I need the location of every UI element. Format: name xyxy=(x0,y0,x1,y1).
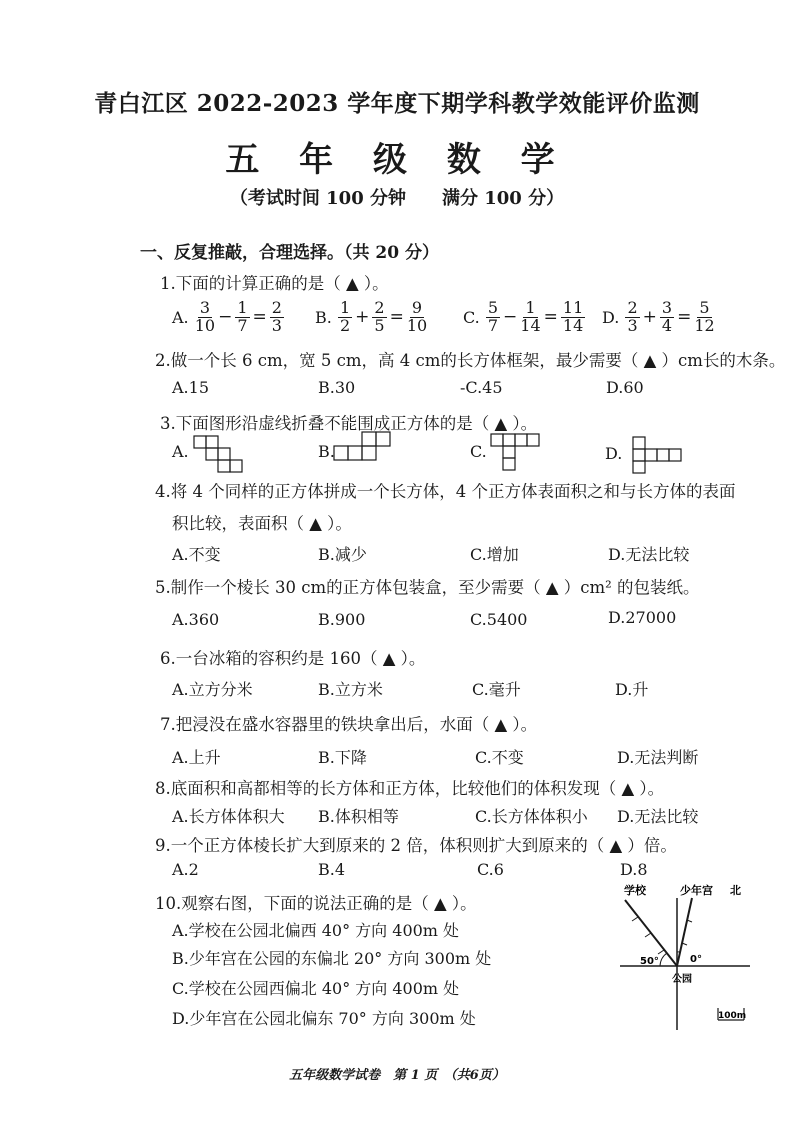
school-label: 学校 xyxy=(624,884,646,897)
subject-title: 五 年 级 数 学 xyxy=(225,140,569,180)
page-footer: 五年级数学试卷 第 1 页 （共6页） xyxy=(289,1068,505,1083)
question-2-option-a: A.15 xyxy=(172,378,209,397)
question-5-option-d: D.27000 xyxy=(608,608,677,627)
question-1-option-c: C. $\frac{5}{7}$ − $\frac{1}{14}$ = $\frac{11}{14}$ xyxy=(463,298,584,335)
section-title: 一、反复推敲，合理选择。（共 20 分） xyxy=(140,243,439,263)
exam-header-title: 青白江区 2022-2023 学年度下期学科教学效能评价监测 xyxy=(94,90,700,117)
cube-net-c-figure xyxy=(490,433,542,479)
exam-info: （考试时间 100 分钟 满分 100 分） xyxy=(229,188,565,209)
question-3-option-d-label: D. xyxy=(605,444,623,463)
question-9-option-a: A.2 xyxy=(172,860,199,879)
question-7-option-c: C.不变 xyxy=(475,748,524,767)
question-4-option-c: C.增加 xyxy=(470,545,519,564)
question-7-option-d: D.无法判断 xyxy=(617,748,699,767)
question-2-stem: 2.做一个长 6 cm，宽 5 cm，高 4 cm的长方体框架，最少需要（ ▲ ）cm长的木条。 xyxy=(155,351,786,370)
question-10-option-d: D.少年宫在公园北偏东 70° 方向 300m 处 xyxy=(172,1009,476,1028)
question-10-stem: 10.观察右图，下面的说法正确的是（ ▲ ）。 xyxy=(155,894,477,913)
question-1-option-d: D. $\frac{2}{3}$ + $\frac{3}{4}$ = $\frac{5}{12}$ xyxy=(602,298,715,335)
question-5-option-b: B.900 xyxy=(318,610,366,629)
youth-palace-label: 少年宫 xyxy=(680,884,713,897)
question-3-option-b-label: B. xyxy=(318,442,335,461)
question-6-option-a: A.立方分米 xyxy=(172,680,253,699)
question-10-option-c: C.学校在公园西偏北 40° 方向 400m 处 xyxy=(172,979,460,998)
question-4-option-a: A.不变 xyxy=(172,545,221,564)
question-4-option-b: B.减少 xyxy=(318,545,367,564)
angle-50-label: 50° xyxy=(640,956,659,967)
question-6-option-c: C.毫升 xyxy=(472,680,521,699)
question-1-stem: 1.下面的计算正确的是（ ▲ ）。 xyxy=(160,274,389,293)
question-8-option-d: D.无法比较 xyxy=(617,807,699,826)
question-7-option-b: B.下降 xyxy=(318,748,367,767)
question-2-option-b: B.30 xyxy=(318,378,356,397)
question-8-option-c: C.长方体体积小 xyxy=(475,807,588,826)
question-6-stem: 6.一台冰箱的容积约是 160（ ▲ ）。 xyxy=(160,649,426,668)
question-2-option-c: -C.45 xyxy=(460,378,503,397)
question-9-option-b: B.4 xyxy=(318,860,346,879)
question-3-option-c-label: C. xyxy=(470,442,487,461)
north-label: 北 xyxy=(730,884,741,897)
question-7-stem: 7.把浸没在盛水容器里的铁块拿出后，水面（ ▲ ）。 xyxy=(160,715,538,734)
question-4-stem-cont: 积比较，表面积（ ▲ ）。 xyxy=(172,514,352,533)
park-label: 公园 xyxy=(672,974,692,985)
question-4-option-d: D.无法比较 xyxy=(608,545,690,564)
question-3-stem: 3.下面图形沿虚线折叠不能围成正方体的是（ ▲ ）。 xyxy=(160,414,538,433)
question-6-option-b: B.立方米 xyxy=(318,680,383,699)
cube-net-b-figure xyxy=(333,431,391,471)
question-3-option-a-label: A. xyxy=(172,442,189,461)
question-5-stem: 5.制作一个棱长 30 cm的正方体包装盒，至少需要（ ▲ ）cm² 的包装纸。 xyxy=(155,578,700,597)
question-8-option-a: A.长方体体积大 xyxy=(172,807,285,826)
angle-0-label: 0° xyxy=(690,954,702,965)
question-8-option-b: B.体积相等 xyxy=(318,807,399,826)
question-9-stem: 9.一个正方体棱长扩大到原来的 2 倍，体积则扩大到原来的（ ▲ ）倍。 xyxy=(155,836,677,855)
question-7-option-a: A.上升 xyxy=(172,748,221,767)
question-6-option-d: D.升 xyxy=(615,680,649,699)
question-2-option-d: D.60 xyxy=(606,378,644,397)
direction-map-figure xyxy=(600,880,770,1040)
scale-label: 100m xyxy=(718,1011,747,1021)
question-10-option-a: A.学校在公园北偏西 40° 方向 400m 处 xyxy=(172,921,460,940)
question-10-option-b: B.少年宫在公园的东偏北 20° 方向 300m 处 xyxy=(172,949,492,968)
question-9-option-c: C.6 xyxy=(477,860,504,879)
question-4-stem: 4.将 4 个同样的正方体拼成一个长方体，4 个正方体表面积之和与长方体的表面 xyxy=(155,482,736,501)
cube-net-a-figure xyxy=(193,435,243,477)
question-5-option-a: A.360 xyxy=(172,610,220,629)
question-1-option-a: A. $\frac{3}{10}$ − $\frac{1}{7}$ = $\frac{2}{3}$ xyxy=(172,298,282,335)
question-9-option-d: D.8 xyxy=(620,860,648,879)
cube-net-d-figure xyxy=(632,436,686,478)
question-8-stem: 8.底面积和高都相等的长方体和正方体，比较他们的体积发现（ ▲ ）。 xyxy=(155,779,665,798)
question-1-option-b: B. $\frac{1}{2}$ + $\frac{2}{5}$ = $\frac{9}{10}$ xyxy=(315,298,428,335)
question-5-option-c: C.5400 xyxy=(470,610,528,629)
